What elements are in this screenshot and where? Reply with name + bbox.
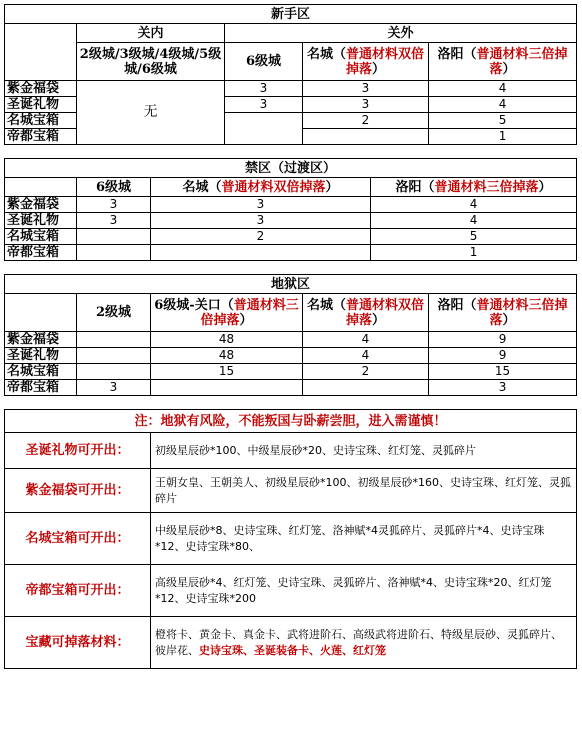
forbidden-luoyang-header: 洛阳（普通材料三倍掉落）: [371, 178, 577, 197]
forbidden-row-label: 帝都宝箱: [5, 245, 77, 261]
forbidden-cell: [151, 245, 371, 261]
novice-inner-cities-header: 2级城/3级城/4级城/5级城/6级城: [77, 43, 225, 81]
hell-corner-cell: [5, 294, 77, 332]
hell-cell: 4: [303, 332, 429, 348]
hell-cell: 2: [303, 364, 429, 380]
hell-title: 地狱区: [5, 275, 577, 294]
hell-row-label: 圣诞礼物: [5, 348, 77, 364]
novice-row-label: 帝都宝箱: [5, 129, 77, 145]
novice-inner-header: 关内: [77, 24, 225, 43]
purple-bag-contents: 王朝女皇、王朝美人、初级星辰砂*100、初级星辰砂*160、史诗宝珠、红灯笼、灵狐碎片: [151, 469, 577, 513]
forbidden-row-label: 圣诞礼物: [5, 213, 77, 229]
famous-chest-contents: 中级星辰砂*8、史诗宝珠、红灯笼、洛神赋*4灵狐碎片、灵狐碎片*4、史诗宝珠*12、史诗宝珠*80、: [151, 513, 577, 565]
novice-cell: 3: [225, 81, 303, 97]
hell-row-label: 紫金福袋: [5, 332, 77, 348]
hell-famous-header: 名城（普通材料双倍掉落）: [303, 294, 429, 332]
novice-corner-cell: [5, 24, 77, 81]
spacer-row: [5, 396, 577, 410]
hell-cell: 48: [151, 332, 303, 348]
forbidden-lv6-header: 6级城: [77, 178, 151, 197]
novice-inner-none: 无: [77, 81, 225, 145]
forbidden-cell: 3: [151, 213, 371, 229]
imperial-chest-label: 帝都宝箱可开出：: [5, 565, 151, 617]
novice-cell: 4: [429, 81, 577, 97]
forbidden-cell: 2: [151, 229, 371, 245]
hell-row-label: 名城宝箱: [5, 364, 77, 380]
forbidden-row-label: 名城宝箱: [5, 229, 77, 245]
novice-cell: 3: [225, 97, 303, 113]
spacer-row: [5, 261, 577, 275]
forbidden-cell: 3: [77, 213, 151, 229]
drop-rate-sheet: [4, 4, 576, 669]
novice-cell: 3: [303, 81, 429, 97]
hell-pass-header: 6级城-关口（普通材料三倍掉落）: [151, 294, 303, 332]
forbidden-cell: 1: [371, 245, 577, 261]
hell-cell: 3: [429, 380, 577, 396]
forbidden-row-label: 紫金福袋: [5, 197, 77, 213]
drop-table: [4, 4, 577, 669]
treasure-drop-label: 宝藏可掉落材料：: [5, 617, 151, 669]
forbidden-cell: 4: [371, 213, 577, 229]
treasure-drop-contents: 橙将卡、黄金卡、真金卡、武将进阶石、高级武将进阶石、特级星辰砂、灵狐碎片、彼岸花、史诗宝珠、圣诞装备卡、火莲、红灯笼: [151, 617, 577, 669]
purple-bag-label: 紫金福袋可开出：: [5, 469, 151, 513]
hell-lv2-header: 2级城: [77, 294, 151, 332]
novice-row-label: 紫金福袋: [5, 81, 77, 97]
hell-cell: 15: [151, 364, 303, 380]
hell-cell: [77, 332, 151, 348]
hell-row-label: 帝都宝箱: [5, 380, 77, 396]
forbidden-cell: 5: [371, 229, 577, 245]
hell-cell: 9: [429, 348, 577, 364]
novice-outer-header: 关外: [225, 24, 577, 43]
forbidden-cell: [77, 245, 151, 261]
forbidden-cell: 4: [371, 197, 577, 213]
hell-cell: [303, 380, 429, 396]
hell-cell: 4: [303, 348, 429, 364]
famous-chest-label: 名城宝箱可开出：: [5, 513, 151, 565]
forbidden-cell: 3: [77, 197, 151, 213]
novice-title: 新手区: [5, 5, 577, 24]
novice-lv6-header: 6级城: [225, 43, 303, 81]
forbidden-corner-cell: [5, 178, 77, 197]
hell-cell: 9: [429, 332, 577, 348]
hell-luoyang-header: 洛阳（普通材料三倍掉落）: [429, 294, 577, 332]
novice-row-label: 名城宝箱: [5, 113, 77, 129]
christmas-gift-label: 圣诞礼物可开出：: [5, 433, 151, 469]
hell-cell: [77, 348, 151, 364]
hell-cell: 15: [429, 364, 577, 380]
warning-note: 注：地狱有风险，不能叛国与卧薪尝胆，进入需谨慎！: [5, 410, 577, 433]
forbidden-famous-header: 名城（普通材料双倍掉落）: [151, 178, 371, 197]
novice-cell: 3: [303, 97, 429, 113]
forbidden-cell: [77, 229, 151, 245]
hell-cell: [77, 364, 151, 380]
novice-cell: 2: [303, 113, 429, 129]
spacer-row: [5, 145, 577, 159]
christmas-gift-contents: 初级星辰砂*100、中级星辰砂*20、史诗宝珠、红灯笼、灵狐碎片: [151, 433, 577, 469]
hell-cell: [151, 380, 303, 396]
novice-famous-header: 名城（普通材料双倍掉落）: [303, 43, 429, 81]
imperial-chest-contents: 高级星辰砂*4、红灯笼、史诗宝珠、灵狐碎片、洛神赋*4、史诗宝珠*20、红灯笼*12、史诗宝珠*200: [151, 565, 577, 617]
novice-cell: 5: [429, 113, 577, 129]
novice-cell: [303, 129, 429, 145]
hell-cell: 3: [77, 380, 151, 396]
hell-cell: 48: [151, 348, 303, 364]
novice-cell: 1: [429, 129, 577, 145]
forbidden-title: 禁区（过渡区）: [5, 159, 577, 178]
forbidden-cell: 3: [151, 197, 371, 213]
novice-cell: 4: [429, 97, 577, 113]
novice-cell: [225, 113, 303, 145]
novice-row-label: 圣诞礼物: [5, 97, 77, 113]
novice-luoyang-header: 洛阳（普通材料三倍掉落）: [429, 43, 577, 81]
